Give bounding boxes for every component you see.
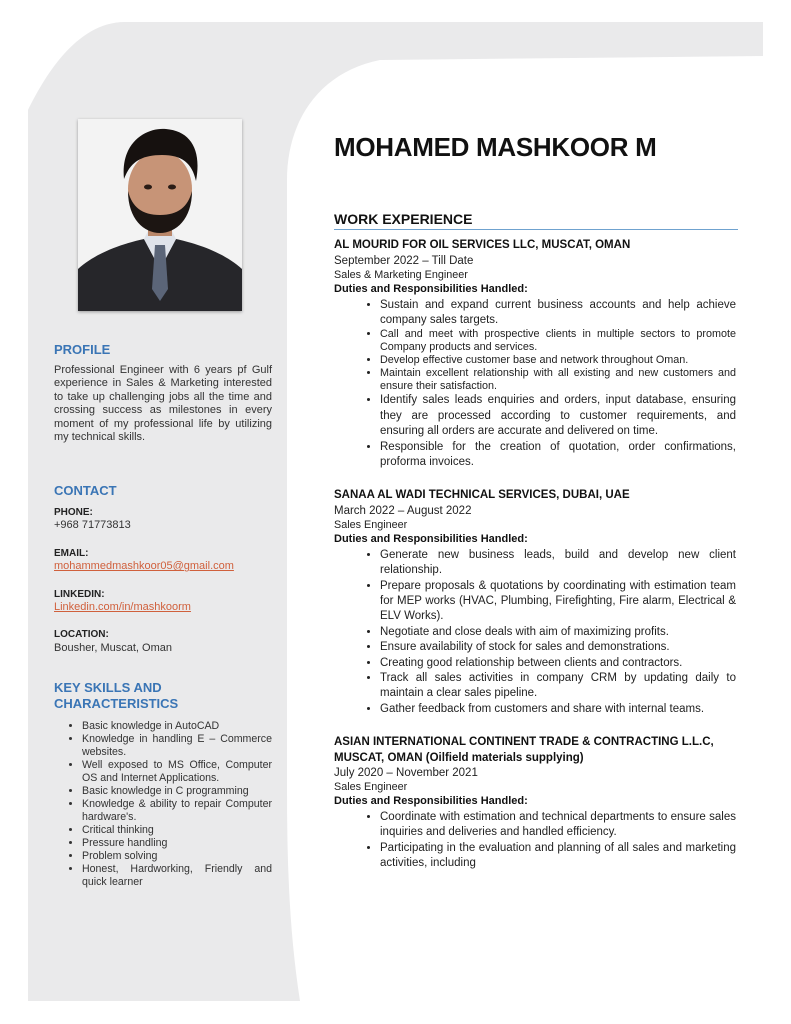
list-item: • Prepare proposals & quotations by coordinating with estimation team for MEP works (HVAC, Plumbing, Firefighting, Fire alarm, Electrical & ELV Works). xyxy=(380,579,736,625)
duties-list xyxy=(334,810,738,872)
job-dates: September 2022 – Till Date xyxy=(334,254,474,267)
duties-label: Duties and Responsibilities Handled: xyxy=(334,283,528,296)
list-item: • Basic knowledge in AutoCAD xyxy=(82,720,272,733)
duties-label: Duties and Responsibilities Handled: xyxy=(334,533,528,546)
list-item: • Coordinate with estimation and technical departments to ensure sales inquiries and deliveries and handled efficiency. xyxy=(380,810,736,841)
list-item: • Negotiate and close deals with aim of maximizing profits. xyxy=(380,625,736,640)
list-item: • Responsible for the creation of quotation, order confirmations, proforma invoices. xyxy=(380,440,736,471)
work-experience-section xyxy=(334,212,738,871)
job-title: Sales & Marketing Engineer xyxy=(334,269,468,282)
person-icon xyxy=(78,119,242,311)
duties-list xyxy=(334,548,738,717)
location-label: LOCATION: xyxy=(54,629,109,641)
job-entry xyxy=(334,735,738,871)
list-item: • Maintain excellent relationship with all existing and new customers and ensure their satisfaction. xyxy=(380,367,736,393)
job-entry xyxy=(334,238,738,470)
list-item: • Knowledge in handling E – Commerce websites. xyxy=(82,733,272,759)
job-company: SANAA AL WADI TECHNICAL SERVICES, DUBAI, UAE xyxy=(334,489,630,502)
list-item: • Gather feedback from customers and share with internal teams. xyxy=(380,702,736,717)
job-company: ASIAN INTERNATIONAL CONTINENT TRADE & CONTRACTING L.L.C, MUSCAT, OMAN (Oilfield materials supplying) xyxy=(334,736,714,764)
work-experience-heading: WORK EXPERIENCE xyxy=(334,212,738,230)
list-item: • Sustain and expand current business accounts and help achieve company sales targets. xyxy=(380,298,736,329)
email-label: EMAIL: xyxy=(54,547,89,559)
list-item: • Develop effective customer base and network throughout Oman. xyxy=(380,354,736,367)
list-item: • Honest, Hardworking, Friendly and quick learner xyxy=(82,863,272,889)
linkedin-label: LINKEDIN: xyxy=(54,588,105,600)
list-item: • Critical thinking xyxy=(82,824,272,837)
duties-list xyxy=(334,298,738,471)
list-item: • Problem solving xyxy=(82,850,272,863)
list-item: • Well exposed to MS Office, Computer OS and Internet Applications. xyxy=(82,759,272,785)
profile-heading: PROFILE xyxy=(54,342,111,357)
duties-label: Duties and Responsibilities Handled: xyxy=(334,795,528,808)
job-title: Sales Engineer xyxy=(334,781,408,794)
job-company: AL MOURID FOR OIL SERVICES LLC, MUSCAT, OMAN xyxy=(334,239,631,252)
skills-list xyxy=(54,720,272,889)
candidate-name: MOHAMED MASHKOOR M xyxy=(334,132,657,162)
list-item: • Knowledge & ability to repair Computer hardware's. xyxy=(82,798,272,824)
list-item: • Track all sales activities in company CRM by updating daily to maintain a clear sales pipeline. xyxy=(380,671,736,702)
list-item: • Generate new business leads, build and develop new client relationship. xyxy=(380,548,736,579)
linkedin-link[interactable]: Linkedin.com/in/mashkoorm xyxy=(54,601,191,614)
phone-label: PHONE: xyxy=(54,507,93,518)
job-dates: July 2020 – November 2021 xyxy=(334,766,478,779)
list-item: • Ensure availability of stock for sales and demonstrations. xyxy=(380,640,736,655)
job-title: Sales Engineer xyxy=(334,519,408,532)
list-item: • Participating in the evaluation and planning of all sales and marketing activities, including xyxy=(380,841,736,872)
profile-photo xyxy=(78,119,242,311)
list-item: • Basic knowledge in C programming xyxy=(82,785,272,798)
profile-section xyxy=(54,342,272,444)
list-item: • Identify sales leads enquiries and orders, input database, ensuring they are processed according to customer requirements, and ensuring all orders are accurate and delivered on time. xyxy=(380,393,736,439)
phone-value: +968 71773813 xyxy=(54,519,131,532)
profile-text: Professional Engineer with 6 years pf Gulf experience in Sales & Marketing interested to take up challenging jobs all the time and crossing success as milestones in every moment of my professional life by utilizing my technical skills. xyxy=(54,364,272,444)
skills-heading: KEY SKILLS AND CHARACTERISTICS xyxy=(54,680,179,711)
job-entry xyxy=(334,488,738,717)
contact-section xyxy=(54,483,272,655)
list-item: • Call and meet with prospective clients in multiple sectors to promote Company products and services. xyxy=(380,328,736,354)
skills-section xyxy=(54,680,272,889)
contact-heading: CONTACT xyxy=(54,483,117,498)
location-value: Bousher, Muscat, Oman xyxy=(54,641,172,654)
list-item: • Creating good relationship between clients and contractors. xyxy=(380,656,736,671)
job-dates: March 2022 – August 2022 xyxy=(334,504,472,517)
list-item: • Pressure handling xyxy=(82,837,272,850)
email-link[interactable]: mohammedmashkoor05@gmail.com xyxy=(54,560,234,573)
